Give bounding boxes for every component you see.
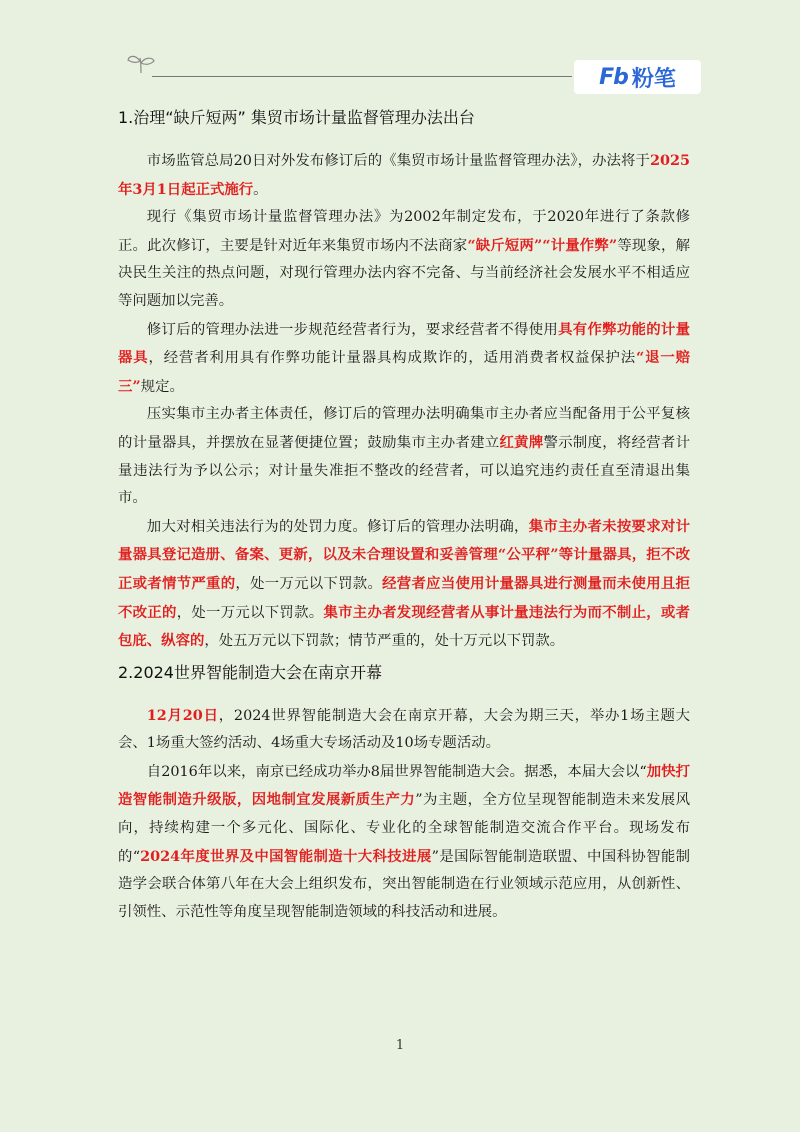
text-run: 警示制度，将经营者计量违法行为予以公示；对计量失准拒不整改的经营者，可以追究违约责任直至清退出集市。 xyxy=(118,434,690,507)
highlighted-text: 集市主办者未按要求对计量器具登记造册、备案、更新，以及未合理设置和妥善管理“公平秤”等计量器具，拒不改正或者情节严重的 xyxy=(118,517,690,592)
highlighted-text: “缺斤短两”“计量作弊” xyxy=(467,236,618,254)
logo-text: 粉笔 xyxy=(631,66,676,92)
section-1-paragraph-3 xyxy=(118,316,690,402)
text-run: 自2016年以来，南京已经成功举办8届世界智能制造大会。据悉，本届大会以“ xyxy=(146,763,647,780)
highlighted-text: 加快打造智能制造升级版，因地制宜发展新质生产力 xyxy=(118,762,690,809)
section-2-paragraph-1 xyxy=(118,702,690,758)
highlighted-text: 经营者应当使用计量器具进行测量而未使用且拒不改正的 xyxy=(118,574,690,621)
text-run: ，处一万元以下罚款。 xyxy=(235,575,383,592)
page-number: 1 xyxy=(395,1038,405,1053)
text-run: 修订后的管理办法进一步规范经营者行为，要求经营者不得使用 xyxy=(146,321,559,338)
sprout-icon xyxy=(126,52,156,74)
text-run: ，经营者利用具有作弊功能计量器具构成欺诈的，适用消费者权益保护法 xyxy=(148,350,636,367)
section-1-heading: 1.治理“缺斤短两” 集贸市场计量监督管理办法出台 xyxy=(118,108,475,127)
highlighted-text: 2025年3月1日起正式施行 xyxy=(118,152,690,198)
text-run: ”是国际智能制造联盟、中国科协智能制造学会联合体第八年在大会上组织发布，突出智能制造在行业领域示范应用，从创新性、引领性、示范性等角度呈现智能制造领域的科技活动和进展。 xyxy=(118,848,690,920)
highlighted-text: “退一赔三” xyxy=(118,349,690,395)
section-1-paragraph-5 xyxy=(118,513,690,656)
highlighted-text: 2024年度世界及中国智能制造十大科技进展 xyxy=(140,847,432,865)
section-1-paragraph-4 xyxy=(118,401,690,512)
highlighted-text: 集市主办者发现经营者从事计量违法行为而不制止，或者包庇、纵容的 xyxy=(118,603,690,650)
header-divider xyxy=(152,76,572,77)
text-run: ，处一万元以下罚款。 xyxy=(176,604,324,621)
text-run: ”为主题，全方位呈现智能制造未来发展风向，持续构建一个多元化、国际化、专业化的全球智能制造交流合作平台。现场发布的“ xyxy=(118,792,690,865)
text-run: ，处五万元以下罚款；情节严重的，处十万元以下罚款。 xyxy=(204,633,565,650)
text-run: 加大对相关违法行为的处罚力度。修订后的管理办法明确， xyxy=(146,518,529,535)
page-header xyxy=(0,0,800,100)
text-run: ，2024世界智能制造大会在南京开幕，大会为期三天，举办1场主题大会、1场重大签约活动、4场重大专场活动及10场专题活动。 xyxy=(118,707,691,752)
fenbi-logo xyxy=(574,60,701,94)
section-1-paragraph-1 xyxy=(118,147,690,204)
text-run: 规定。 xyxy=(140,378,184,395)
article-body xyxy=(118,103,690,926)
text-run: 压实集市主办者主体责任，修订后的管理办法明确集市主办者应当配备用于公平复核的计量器具，并摆放在显著便捷位置；鼓励集市主办者建立 xyxy=(118,406,690,451)
highlighted-text: 12月20日 xyxy=(146,706,219,724)
highlighted-text: 红黄牌 xyxy=(499,433,544,451)
text-run: 市场监管总局20日对外发布修订后的《集贸市场计量监督管理办法》，办法将于 xyxy=(146,153,650,169)
section-2-paragraph-2 xyxy=(118,758,690,927)
text-run: 。 xyxy=(253,181,268,198)
highlighted-text: 具有作弊功能的计量器具 xyxy=(118,320,690,367)
text-run: 现行《集贸市场计量监督管理办法》为2002年制定发布，于2020年进行了条款修正。此次修订，主要是针对近年来集贸市场内不法商家 xyxy=(118,209,690,254)
logo-mark: Fb xyxy=(599,64,628,90)
section-2-heading: 2.2024世界智能制造大会在南京开幕 xyxy=(118,662,382,682)
section-1-paragraph-2 xyxy=(118,204,690,315)
text-run: 等现象，解决民生关注的热点问题，对现行管理办法内容不完备、与当前经济社会发展水平不相适应等问题加以完善。 xyxy=(118,237,690,309)
